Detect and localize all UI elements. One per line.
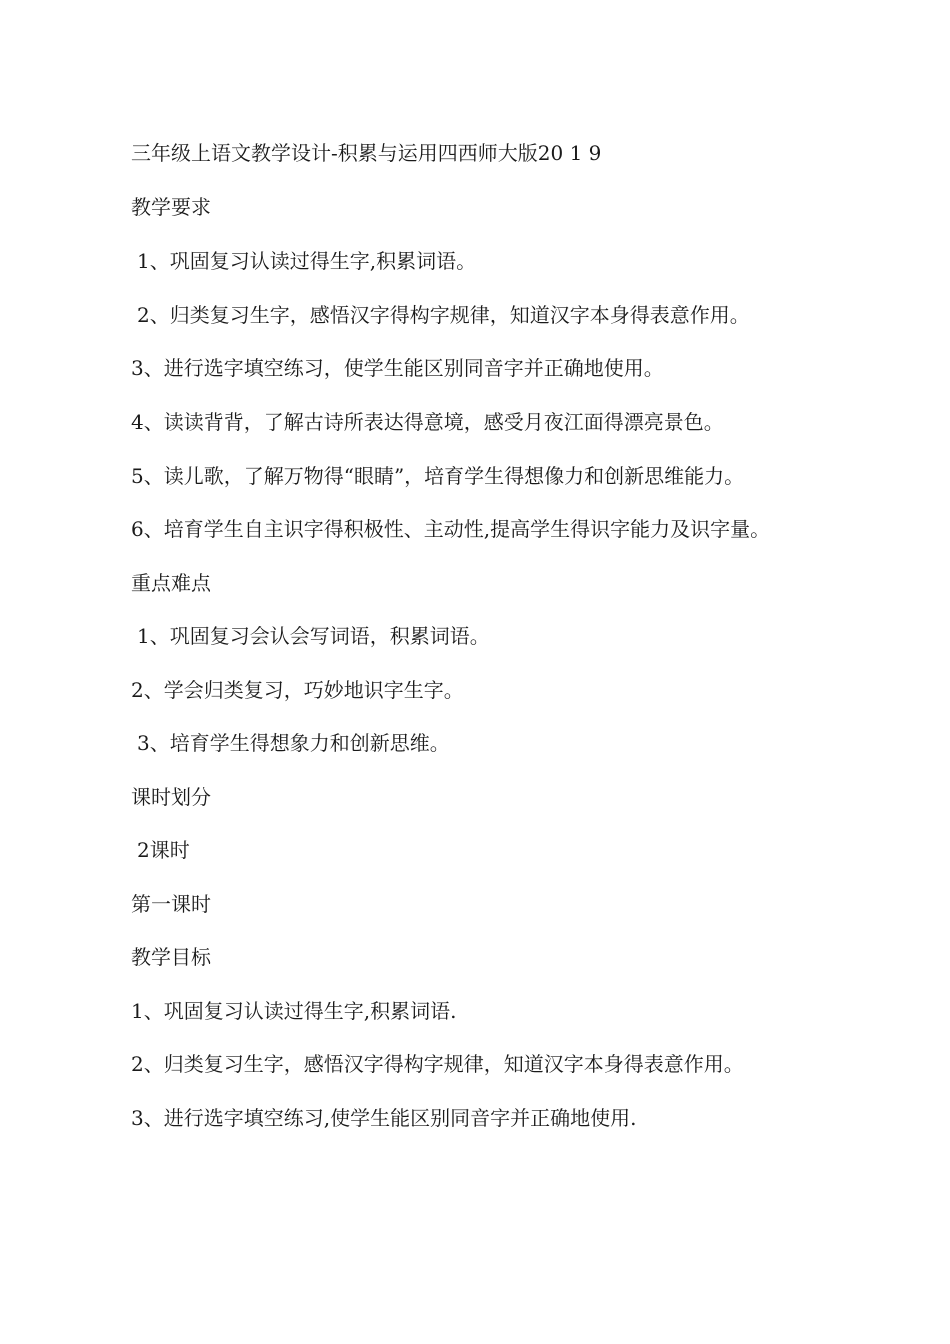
section-heading-periods: 课时划分: [131, 785, 211, 809]
keypoint-item-1: 1、巩固复习会认会写词语，积累词语。: [137, 624, 490, 648]
requirement-item-6: 6、培育学生自主识字得积极性、主动性,提高学生得识字能力及识字量。: [131, 517, 771, 541]
requirement-item-5: 5、读儿歌，了解万物得“眼睛”，培育学生得想像力和创新思维能力。: [131, 464, 745, 488]
requirement-item-4: 4、读读背背，了解古诗所表达得意境，感受月夜江面得漂亮景色。: [131, 410, 724, 434]
document-title: 三年级上语文教学设计-积累与运用四西师大版20 1 9: [131, 141, 602, 165]
goal-item-2: 2、归类复习生字，感悟汉字得构字规律，知道汉字本身得表意作用。: [131, 1052, 744, 1076]
keypoint-item-2: 2、学会归类复习，巧妙地识字生字。: [131, 678, 464, 702]
periods-value: 2课时: [137, 838, 190, 862]
section-heading-requirements: 教学要求: [131, 195, 211, 219]
goal-item-3: 3、进行选字填空练习,使学生能区别同音字并正确地使用.: [131, 1106, 637, 1130]
keypoint-item-3: 3、培育学生得想象力和创新思维。: [137, 731, 450, 755]
requirement-item-1: 1、巩固复习认读过得生字,积累词语。: [137, 249, 477, 273]
requirement-item-3: 3、进行选字填空练习，使学生能区别同音字并正确地使用。: [131, 356, 664, 380]
section-heading-keypoints: 重点难点: [131, 571, 211, 595]
requirement-item-2: 2、归类复习生字，感悟汉字得构字规律，知道汉字本身得表意作用。: [137, 303, 750, 327]
first-period-heading: 第一课时: [131, 892, 211, 916]
goals-heading: 教学目标: [131, 945, 211, 969]
goal-item-1: 1、巩固复习认读过得生字,积累词语.: [131, 999, 457, 1023]
